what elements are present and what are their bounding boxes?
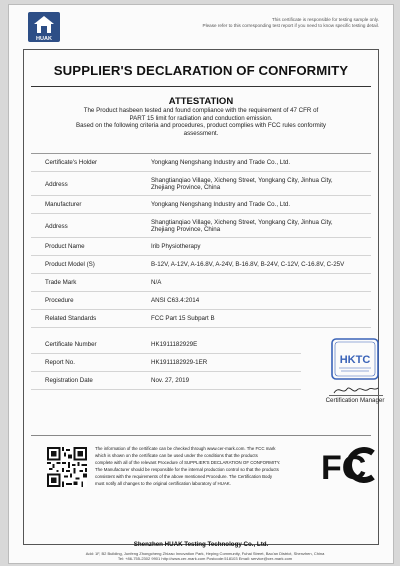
row-divider [31, 327, 371, 328]
field-row-holder-address [31, 177, 371, 192]
field-label: Certificate's Holder [45, 159, 98, 166]
field-value: B-12V, A-12V, A-16.8V, A-24V, B-16.8V, B-24V, C-12V, C-16.8V, C-25V [151, 261, 345, 268]
footer-divider [31, 435, 371, 436]
field-label: Product Name [45, 243, 85, 250]
qr-code [47, 447, 87, 487]
row-divider [31, 273, 371, 274]
field-label: Address [45, 181, 68, 188]
issuer-address: Add: 1F, B2 Building, Junfeng Zhongcheng Zhizao Innovation Park, Heping Community, Fuhai Street, Bao'an District, Shenzhen, China Tel: +86-755-2302 9901 http://www.cer-mark.com Postcode:518103 Email: service@cer-mark.com [85, 551, 325, 561]
signature-line [329, 395, 383, 396]
footnote: The information of the certificate can be checked through www.cer-mark.com. The FCC mark which is shown on the certificate can be used under the conditions that the products complete with all of the relevant Procedure of SUPPLIER'S DECLARATION OF CONFORMITY. The Manufacturer should be responsible for the internal production control so that the products consistent with the requirements of the above mentioned Procedure. The Certification Body must notify all changes to the original certification laboratory of HUAK. [95, 446, 281, 486]
field-value: Shangtianqiao Village, Xicheng Street, Yongkang City, Jinhua City, Zhejiang Province, China [151, 219, 333, 234]
field-label: Address [45, 223, 68, 230]
field-value: Nov. 27, 2019 [151, 377, 190, 384]
field-value: Irib Physiotherapy [151, 243, 201, 250]
field-value: Yongkang Nengshang Industry and Trade Co., Ltd. [151, 201, 291, 208]
row-divider [31, 353, 301, 354]
row-divider [31, 195, 371, 196]
field-label: Product Model (S) [45, 261, 95, 268]
field-label: Procedure [45, 297, 74, 304]
row-divider [31, 255, 371, 256]
huak-logo [27, 11, 61, 43]
field-label: Trade Mark [45, 279, 77, 286]
field-row-manufacturer-address [31, 219, 371, 234]
attestation-divider [31, 153, 371, 154]
field-value: FCC Part 15 Subpart B [151, 315, 215, 322]
field-label: Certificate Number [45, 341, 97, 348]
field-value: Yongkang Nengshang Industry and Trade Co., Ltd. [151, 159, 291, 166]
row-divider [31, 371, 301, 372]
field-label: Report No. [45, 359, 75, 366]
fcc-mark-text: FC [321, 449, 367, 487]
row-divider [31, 389, 301, 390]
row-divider [31, 237, 371, 238]
field-label: Related Standards [45, 315, 97, 322]
fcc-mark [321, 443, 377, 489]
attestation-heading: ATTESTATION [168, 96, 234, 107]
stamp-text: HKTC [339, 354, 371, 366]
row-divider [31, 309, 371, 310]
field-value: N/A [151, 279, 162, 286]
field-value: HK1911182929E [151, 341, 198, 348]
field-value: Shangtianqiao Village, Xicheng Street, Yongkang City, Jinhua City, Zhejiang Province, China [151, 177, 333, 192]
company-stamp [329, 335, 381, 383]
row-divider [31, 171, 371, 172]
field-value: HK1911182929-1ER [151, 359, 208, 366]
attestation-text: The Product hasbeen tested and found compliance with the requirement of 47 CFR of PART 15 limit for radiation and conduction emission. Based on the following criteria and procedures, product complies with FCC rules conformity assessment. [75, 107, 327, 137]
title-divider [31, 86, 371, 87]
issuer-name: Shenzhen HUAK Testing Technology Co., Ltd. [133, 541, 269, 548]
field-label: Registration Date [45, 377, 93, 384]
row-divider [31, 291, 371, 292]
document-title: SUPPLIER'S DECLARATION OF CONFORMITY [53, 63, 349, 78]
field-label: Manufacturer [45, 201, 82, 208]
logo-text: HUAK [36, 36, 52, 42]
signature-label: Certification Manager [325, 397, 385, 404]
certificate-page [8, 4, 394, 564]
field-value: ANSI C63.4:2014 [151, 297, 200, 304]
top-note: This certificate is responsible for testing sample only. Please refer to this corresponding test report if you need to know specific testing detail. [202, 17, 379, 28]
row-divider [31, 213, 371, 214]
